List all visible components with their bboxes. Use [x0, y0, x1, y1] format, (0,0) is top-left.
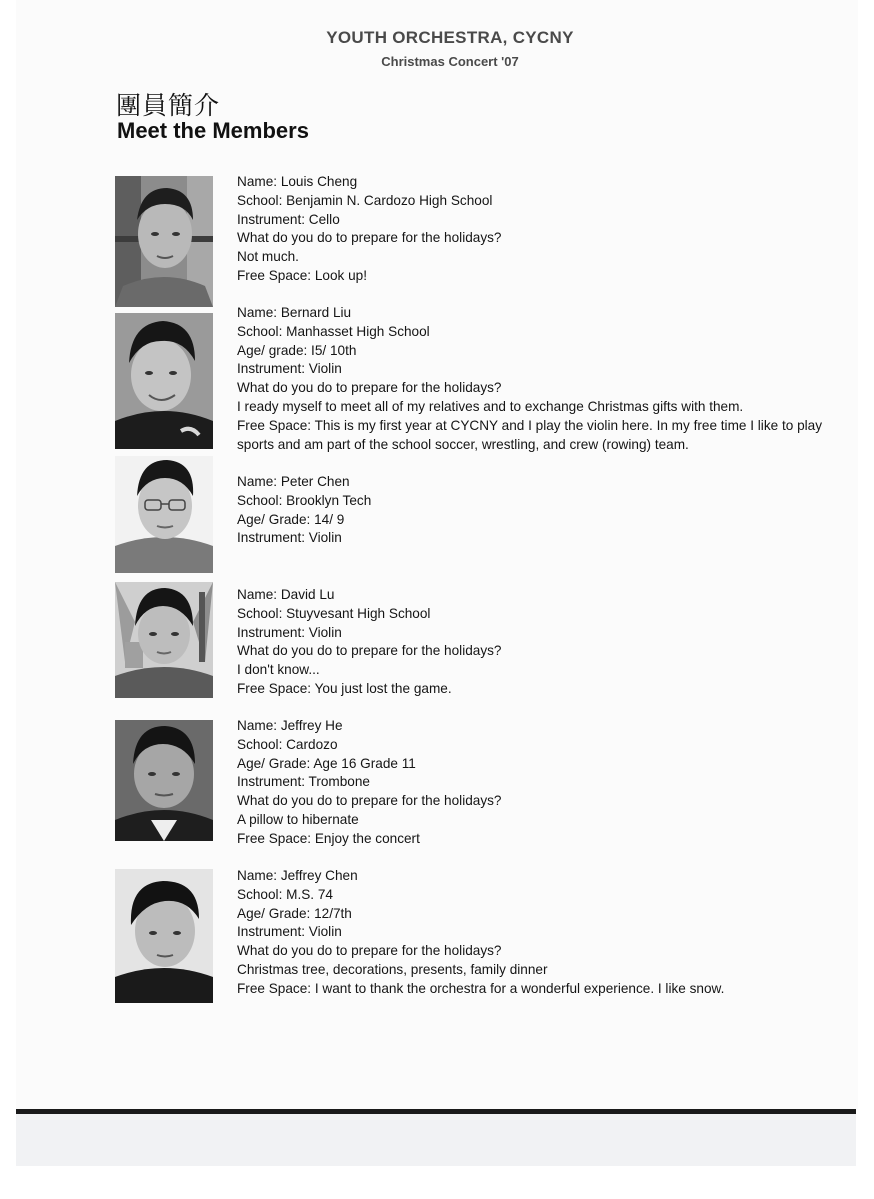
member-instrument: Instrument: Cello: [237, 211, 340, 227]
member-info-david-lu: [237, 586, 847, 699]
member-age-grade: Age/ Grade: 12/7th: [237, 905, 352, 921]
section-title-chinese: 團員簡介: [116, 91, 221, 120]
member-instrument: Instrument: Violin: [237, 530, 342, 546]
member-question: What do you do to prepare for the holidays?: [237, 380, 502, 396]
member-answer: I don't know...: [237, 662, 320, 678]
member-school: School: Brooklyn Tech: [237, 492, 372, 508]
member-name: Name: David Lu: [237, 587, 335, 602]
portrait-photo-icon: [115, 720, 213, 841]
member-instrument: Instrument: Violin: [237, 924, 342, 940]
member-photo-louis-cheng: [115, 176, 213, 307]
member-answer: I ready myself to meet all of my relatives and to exchange Christmas gifts with them.: [237, 398, 744, 414]
member-age-grade: Age/ Grade: 14/ 9: [237, 511, 345, 527]
member-school: School: Cardozo: [237, 736, 338, 752]
member-name: Name: Louis Cheng: [237, 174, 358, 189]
member-photo-jeffrey-chen: [115, 869, 213, 1003]
concert-subtitle: Christmas Concert '07: [381, 54, 519, 69]
portrait-photo-icon: [115, 176, 213, 307]
member-free-space: Free Space: Enjoy the concert: [237, 830, 420, 846]
member-photo-bernard-liu: [115, 313, 213, 449]
member-name: Name: Jeffrey Chen: [237, 868, 358, 883]
member-question: What do you do to prepare for the holidays?: [237, 230, 502, 246]
portrait-photo-icon: [115, 456, 213, 573]
member-photo-jeffrey-he: [115, 720, 213, 841]
member-school: School: M.S. 74: [237, 886, 333, 902]
member-school: School: Manhasset High School: [237, 323, 430, 339]
member-answer: Christmas tree, decorations, presents, family dinner: [237, 961, 548, 977]
member-free-space: Free Space: I want to thank the orchestra for a wonderful experience. I like snow.: [237, 980, 725, 996]
member-photo-peter-chen: [115, 456, 213, 573]
member-info-peter-chen: [237, 473, 847, 548]
member-question: What do you do to prepare for the holidays?: [237, 643, 502, 659]
scan-margin: [16, 1114, 856, 1166]
member-photo-david-lu: [115, 582, 213, 698]
member-info-jeffrey-chen: [237, 867, 847, 999]
member-name: Name: Jeffrey He: [237, 718, 343, 733]
member-answer: Not much.: [237, 249, 299, 265]
member-info-bernard-liu: [237, 304, 847, 454]
member-free-space: Free Space: This is my first year at CYCNY and I play the violin here. In my free time I like to play sports and am part of the school soccer, wrestling, and crew (rowing) team.: [237, 417, 823, 452]
member-instrument: Instrument: Trombone: [237, 774, 370, 790]
member-school: School: Benjamin N. Cardozo High School: [237, 192, 493, 208]
member-question: What do you do to prepare for the holidays?: [237, 943, 502, 959]
orchestra-title: YOUTH ORCHESTRA, CYCNY: [326, 28, 574, 47]
member-free-space: Free Space: Look up!: [237, 267, 367, 283]
member-question: What do you do to prepare for the holidays?: [237, 793, 502, 809]
portrait-photo-icon: [115, 582, 213, 698]
member-name: Name: Bernard Liu: [237, 305, 352, 320]
member-answer: A pillow to hibernate: [237, 811, 359, 827]
member-age-grade: Age/ grade: I5/ 10th: [237, 342, 357, 358]
member-age-grade: Age/ Grade: Age 16 Grade 11: [237, 755, 416, 771]
section-title-english: Meet the Members: [117, 118, 309, 143]
member-instrument: Instrument: Violin: [237, 624, 342, 640]
member-info-louis-cheng: [237, 173, 847, 286]
member-free-space: Free Space: You just lost the game.: [237, 680, 452, 696]
portrait-photo-icon: [115, 313, 213, 449]
portrait-photo-icon: [115, 869, 213, 1003]
member-instrument: Instrument: Violin: [237, 361, 342, 377]
member-name: Name: Peter Chen: [237, 474, 350, 489]
member-school: School: Stuyvesant High School: [237, 605, 431, 621]
member-info-jeffrey-he: [237, 717, 847, 849]
